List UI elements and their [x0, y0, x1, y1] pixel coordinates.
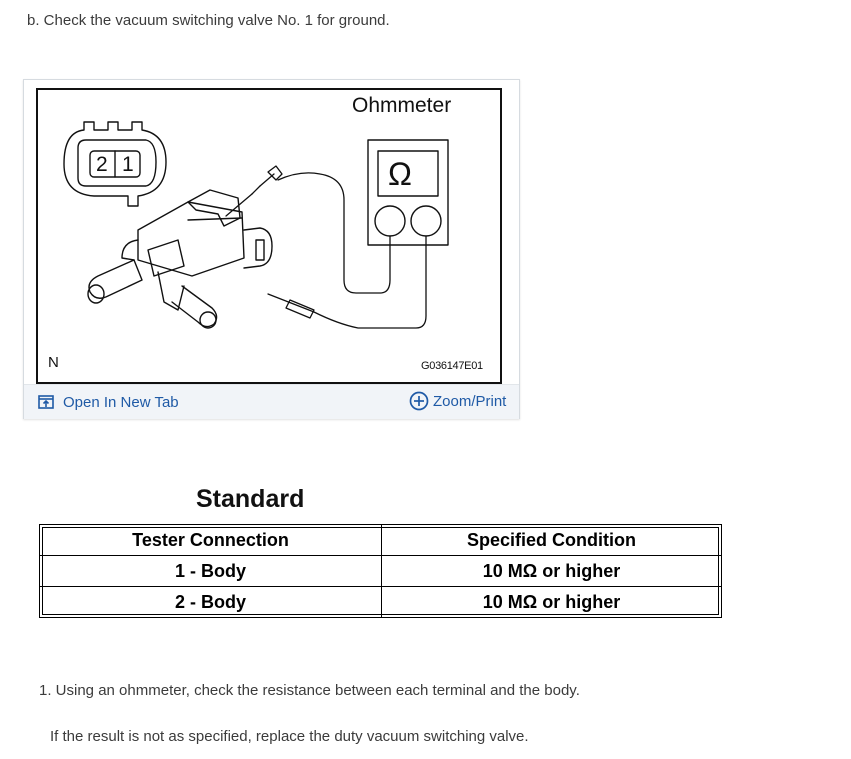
step-b-text: b. Check the vacuum switching valve No. 1 for ground. — [27, 12, 390, 29]
open-new-tab-icon — [38, 395, 54, 410]
figure-card — [23, 79, 520, 419]
table-row — [40, 587, 722, 618]
ohmmeter-valve-diagram — [38, 90, 500, 382]
replacement-note: If the result is not as specified, replace the duty vacuum switching valve. — [50, 728, 529, 745]
ohmmeter-label: Ohmmeter — [352, 94, 452, 117]
table-header-row — [40, 525, 722, 556]
column-header: Tester Connection — [40, 525, 382, 556]
figure-code: G036147E01 — [421, 360, 483, 372]
figure-corner-label: N — [48, 354, 59, 371]
step-1-text: 1. Using an ohmmeter, check the resistance between each terminal and the body. — [39, 682, 580, 699]
zoom-plus-icon — [409, 391, 429, 411]
vacuum-switching-valve-drawing — [88, 190, 272, 328]
tester-connection-cell: 2 - Body — [40, 587, 382, 618]
zoom-print-label: Zoom/Print — [433, 392, 507, 410]
standard-heading: Standard — [196, 485, 305, 513]
column-header: Specified Condition — [382, 525, 722, 556]
standard-table — [39, 524, 722, 618]
connector-face-drawing — [64, 122, 166, 206]
specified-condition-cell: 10 MΩ or higher — [382, 587, 722, 618]
open-in-new-tab-label: Open In New Tab — [63, 394, 179, 411]
table-row — [40, 556, 722, 587]
specified-condition-cell: 10 MΩ or higher — [382, 556, 722, 587]
figure-toolbar — [24, 384, 519, 419]
ohm-symbol: Ω — [388, 156, 412, 192]
pin-1-label: 1 — [122, 153, 134, 176]
wiring-illustration[interactable] — [36, 88, 502, 384]
tester-connection-cell: 1 - Body — [40, 556, 382, 587]
pin-2-label: 2 — [96, 153, 108, 176]
zoom-print-link[interactable] — [409, 391, 506, 411]
open-in-new-tab-link[interactable] — [38, 394, 179, 411]
